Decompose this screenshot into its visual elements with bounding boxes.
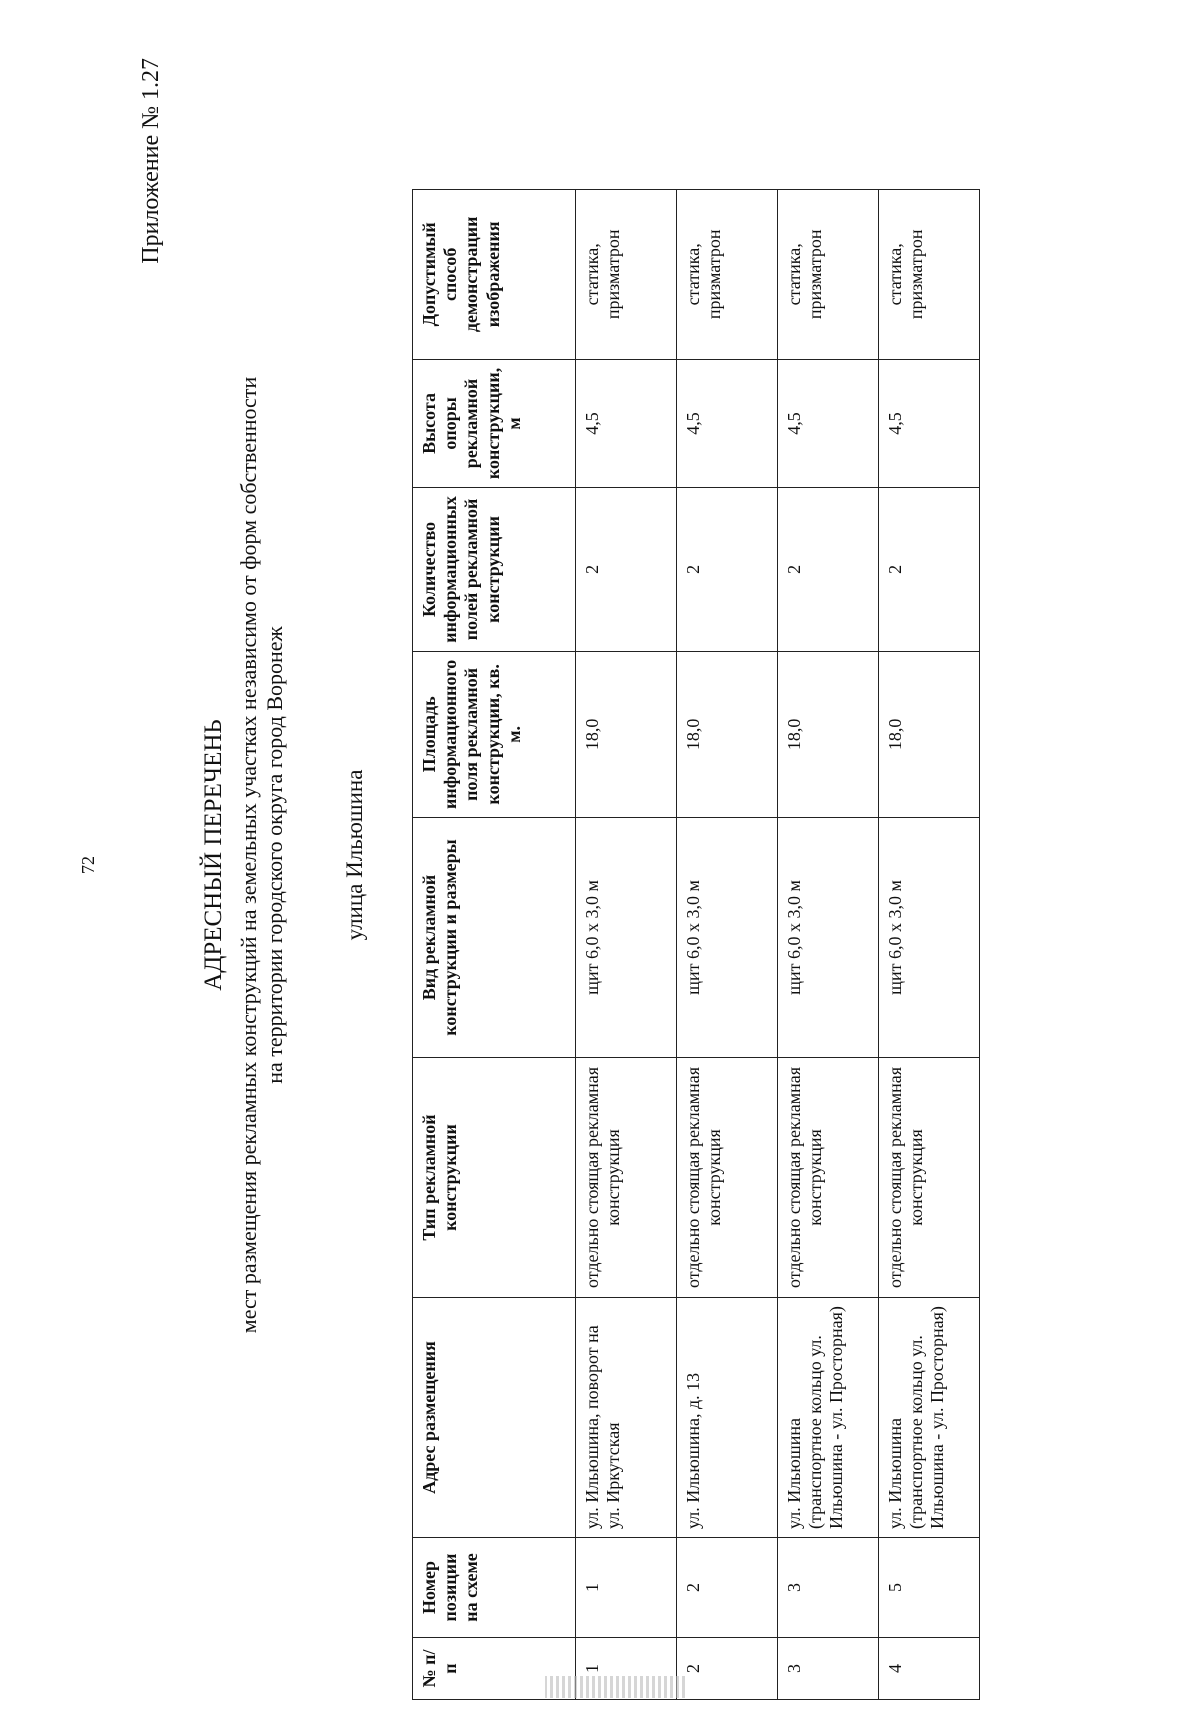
document-title: АДРЕСНЫЙ ПЕРЕЧЕНЬ <box>200 719 227 991</box>
table-row <box>879 189 980 1699</box>
appendix-label: Приложение № 1.27 <box>138 58 164 264</box>
header-construction-type: Тип рекламной конструкции <box>413 1058 576 1298</box>
cell-support-height: 4,5 <box>879 359 980 487</box>
cell-area: 18,0 <box>879 651 980 817</box>
header-address: Адрес размещения <box>413 1298 576 1538</box>
cell-construction-kind: щит 6,0 х 3,0 м <box>778 818 879 1058</box>
cell-display-method: статика, призматрон <box>879 189 980 359</box>
cell-construction-type: отдельно стоящая рекламная конструкция <box>879 1058 980 1298</box>
cell-scheme-position: 2 <box>677 1538 778 1638</box>
document-subtitle <box>236 0 288 1710</box>
cell-index: 4 <box>879 1638 980 1700</box>
placement-table <box>412 189 980 1700</box>
cell-index: 1 <box>576 1638 677 1700</box>
cell-index: 3 <box>778 1638 879 1700</box>
subtitle-line-1: мест размещения рекламных конструкций на земельных участках независимо от форм собственности <box>236 376 261 1334</box>
cell-fields-count: 2 <box>879 488 980 652</box>
header-scheme-position: Номер позиции на схеме <box>413 1538 576 1638</box>
cell-scheme-position: 5 <box>879 1538 980 1638</box>
street-heading: улица Ильюшина <box>342 769 367 941</box>
header-construction-kind: Вид рекламной конструкции и размеры <box>413 818 576 1058</box>
cell-display-method: статика, призматрон <box>677 189 778 359</box>
subtitle-line-2: на территории городского округа город Воронеж <box>261 626 287 1084</box>
cell-construction-type: отдельно стоящая рекламная конструкция <box>778 1058 879 1298</box>
header-index: № п/п <box>413 1638 576 1700</box>
cell-index: 2 <box>677 1638 778 1700</box>
header-area: Площадь информационного поля рекламной конструкции, кв. м. <box>413 651 576 817</box>
cell-construction-type: отдельно стоящая рекламная конструкция <box>677 1058 778 1298</box>
cell-support-height: 4,5 <box>576 359 677 487</box>
cell-support-height: 4,5 <box>778 359 879 487</box>
page-number: 72 <box>78 856 98 874</box>
table-row <box>677 189 778 1699</box>
cell-display-method: статика, призматрон <box>576 189 677 359</box>
cell-construction-kind: щит 6,0 х 3,0 м <box>576 818 677 1058</box>
cell-address: ул. Ильюшина (транспортное кольцо ул. Ильюшина - ул. Просторная) <box>778 1298 879 1538</box>
cell-construction-kind: щит 6,0 х 3,0 м <box>879 818 980 1058</box>
table-header-row <box>413 189 576 1699</box>
cell-fields-count: 2 <box>778 488 879 652</box>
table-row <box>778 189 879 1699</box>
cell-scheme-position: 3 <box>778 1538 879 1638</box>
cell-display-method: статика, призматрон <box>778 189 879 359</box>
header-fields-count: Количество информационных полей рекламной конструкции <box>413 488 576 652</box>
cell-fields-count: 2 <box>677 488 778 652</box>
header-support-height: Высота опоры рекламной конструкции, м <box>413 359 576 487</box>
cell-address: ул. Ильюшина (транспортное кольцо ул. Ильюшина - ул. Просторная) <box>879 1298 980 1538</box>
header-display-method: Допустимый способ демонстрации изображения <box>413 189 576 359</box>
cell-support-height: 4,5 <box>677 359 778 487</box>
cell-area: 18,0 <box>778 651 879 817</box>
table-row <box>576 189 677 1699</box>
cell-address: ул. Ильюшина, д. 13 <box>677 1298 778 1538</box>
cell-construction-type: отдельно стоящая рекламная конструкция <box>576 1058 677 1298</box>
cell-construction-kind: щит 6,0 х 3,0 м <box>677 818 778 1058</box>
cell-area: 18,0 <box>576 651 677 817</box>
scan-artifact-mark <box>545 1676 685 1698</box>
cell-scheme-position: 1 <box>576 1538 677 1638</box>
cell-area: 18,0 <box>677 651 778 817</box>
cell-address: ул. Ильюшина, поворот на ул. Иркутская <box>576 1298 677 1538</box>
cell-fields-count: 2 <box>576 488 677 652</box>
